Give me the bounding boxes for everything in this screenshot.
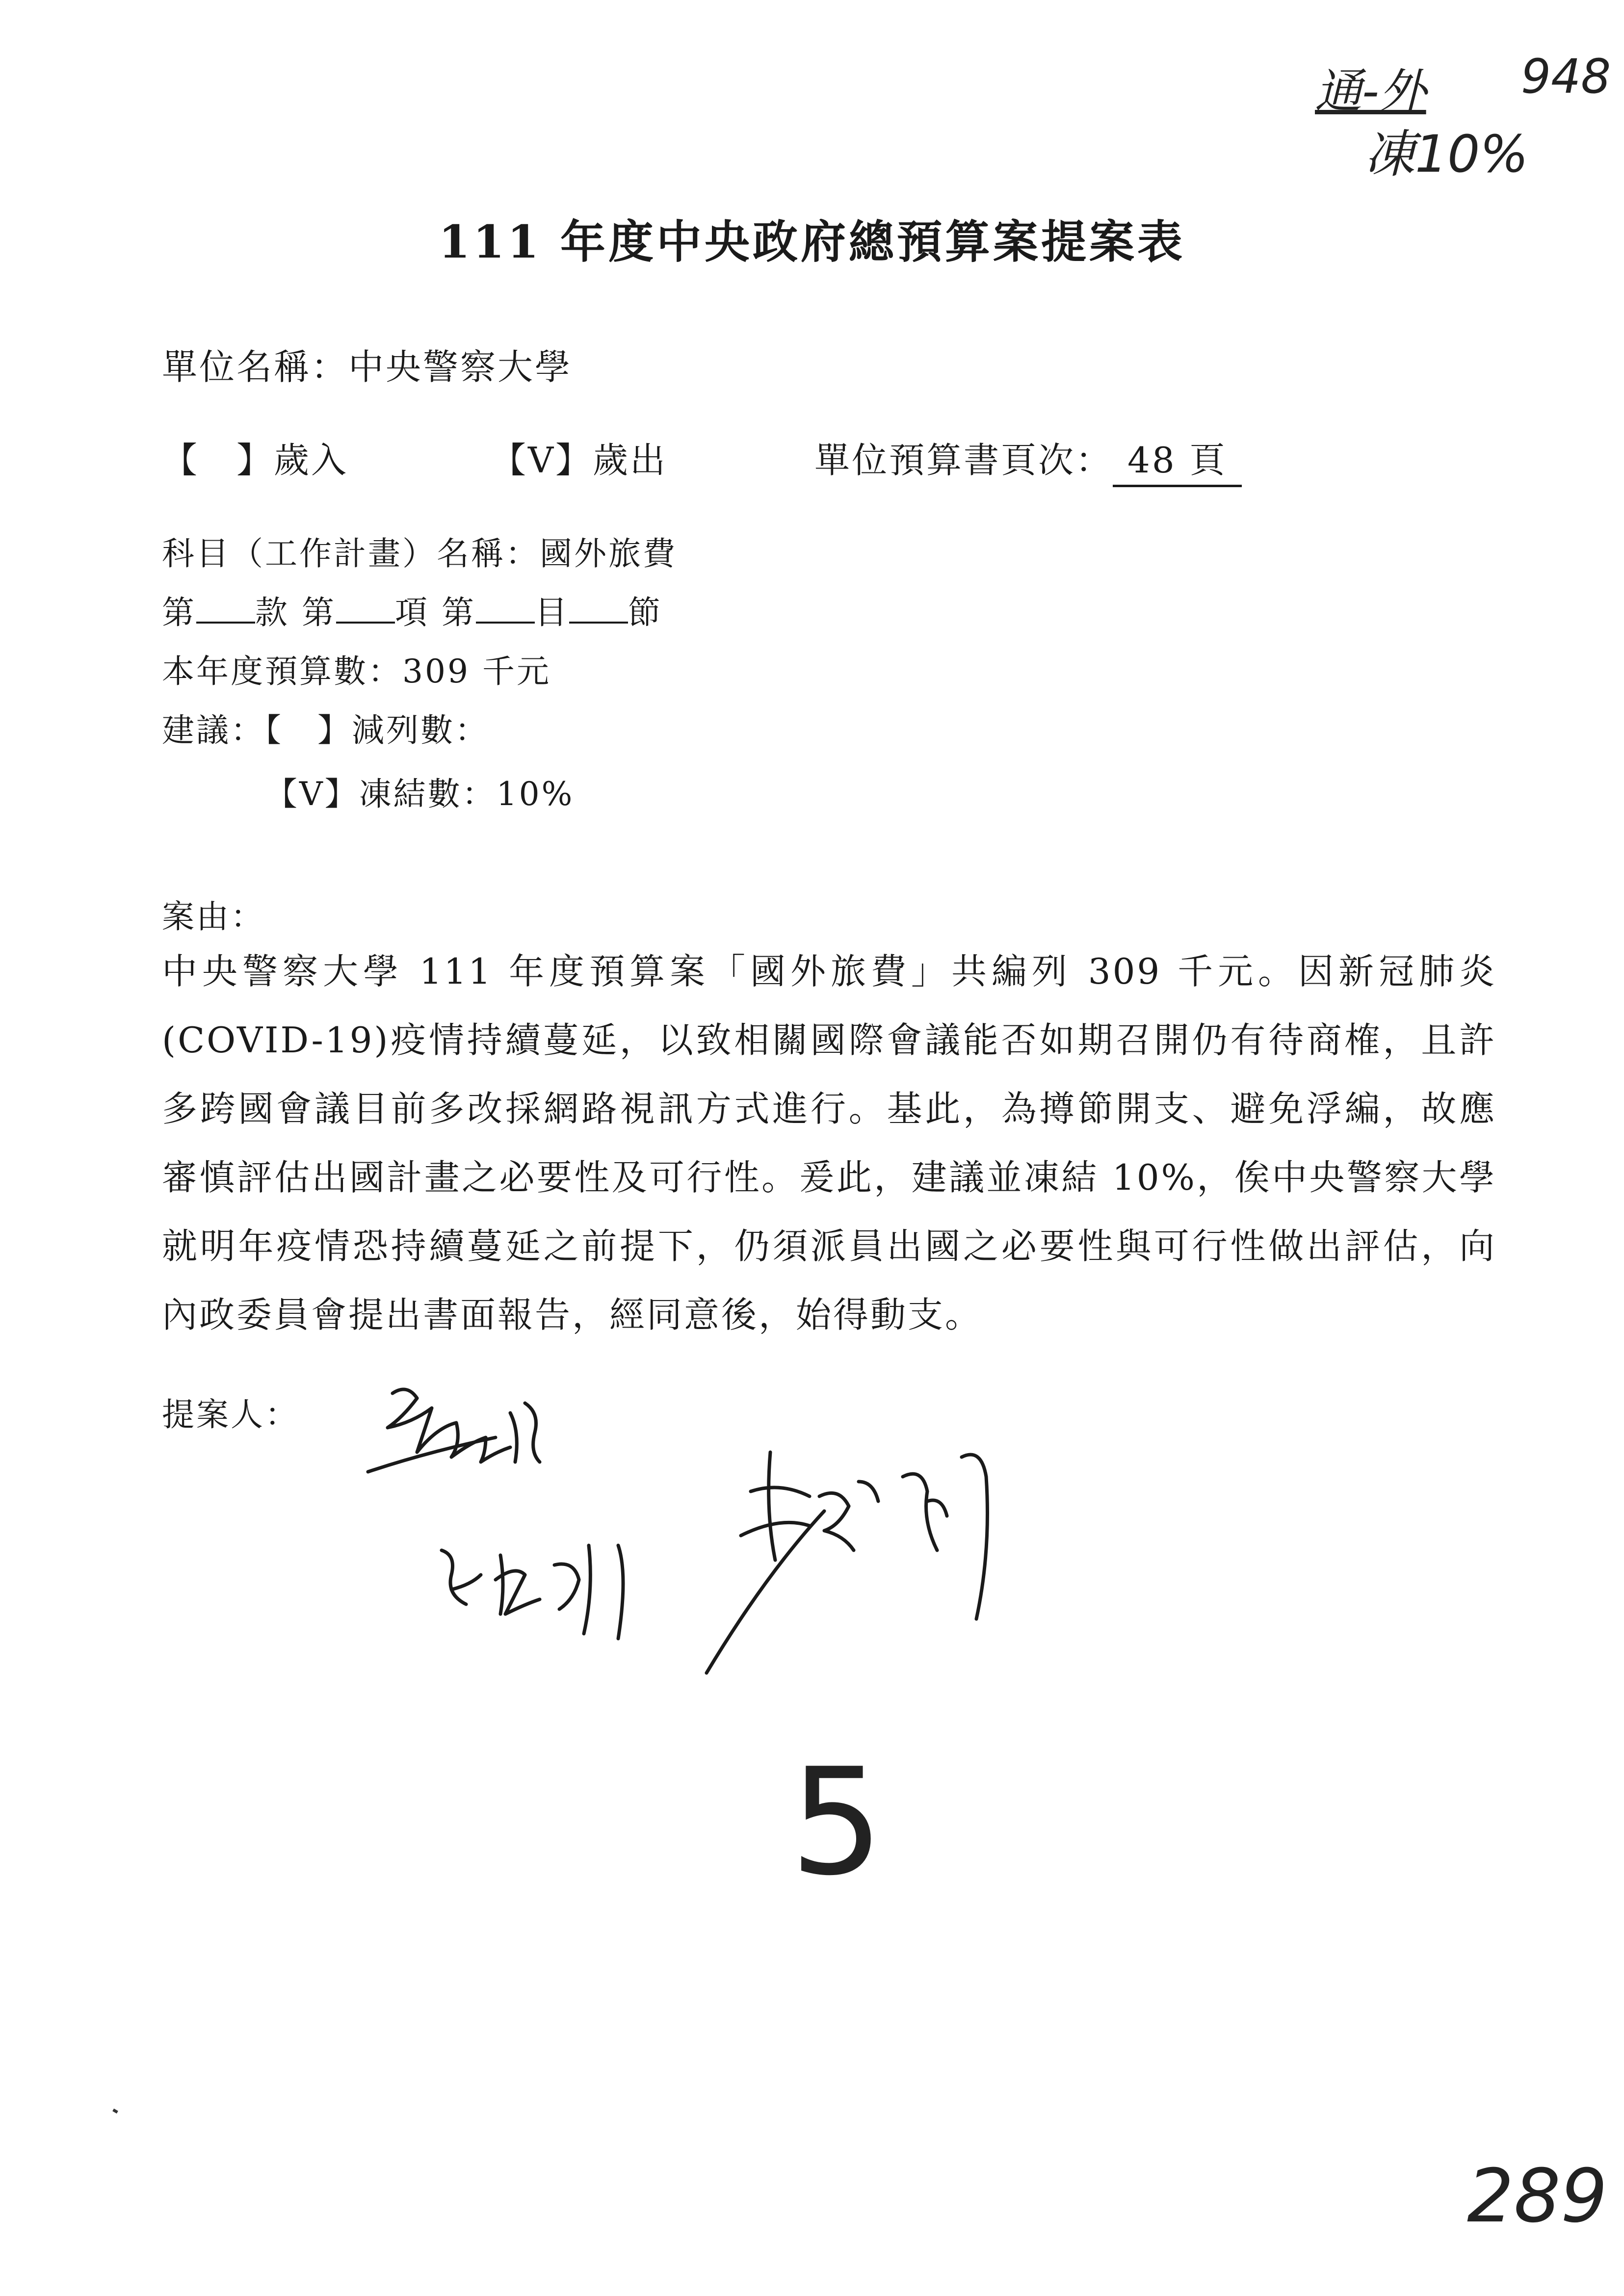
blank-line xyxy=(196,595,255,624)
revenue-option: 【 】歲入 xyxy=(162,440,349,481)
section-part-2: 款 第 xyxy=(255,594,336,631)
budget-page-reference xyxy=(814,432,1242,487)
suggestion-line xyxy=(162,704,489,751)
handwritten-reference-number: 948 xyxy=(1521,49,1611,104)
blank-line xyxy=(336,595,395,624)
expenditure-option: 【V】歲出 xyxy=(491,440,667,481)
signature-1 xyxy=(363,1374,618,1501)
suggestion-label: 建議： xyxy=(162,711,265,749)
section-part-5: 節 xyxy=(628,594,662,631)
section-line xyxy=(162,586,662,633)
subject-name: 科目（工作計畫）名稱：國外旅費 xyxy=(162,535,677,573)
freeze-option: 【V】凍結數：10% xyxy=(265,775,575,813)
section-part-1: 第 xyxy=(162,594,196,631)
unit-name: 單位名稱：中央警察大學 xyxy=(162,346,573,388)
blank-line xyxy=(476,595,535,624)
section-part-4: 目 xyxy=(534,594,569,631)
signature-2 xyxy=(432,1536,657,1648)
form-title: 111 年度中央政府總預算案提案表 xyxy=(438,215,1186,268)
page-ref-value: 48 頁 xyxy=(1113,432,1242,487)
section-part-3: 項 第 xyxy=(394,594,476,631)
page-ref-label: 單位預算書頁次： xyxy=(814,440,1113,481)
handwritten-bottom-number: 289 xyxy=(1467,2154,1608,2239)
handwritten-page-number: 5 xyxy=(790,1737,884,1908)
proposer-label: 提案人： xyxy=(162,1396,299,1434)
reason-text: 中央警察大學 111 年度預算案「國外旅費」共編列 309 千元。因新冠肺炎(COVID-19)疫情持續蔓延，以致相關國際會議能否如期召開仍有待商榷，且許多跨國會議目前多改採網路視訊方式進行。基此，為撙節開支、避免浮編，故應審慎評估出國計畫之必要性及可行性。爰此，建議並凍結 10%，俟中央警察大學就明年疫情恐持續蔓延之前提下，仍須派員出國之必要性與可行性做出評估，向內政委員會提出書面報告，經同意後，始得動支。 xyxy=(162,951,1496,1335)
signature-3 xyxy=(697,1437,1011,1693)
handwritten-category-note: 通-外 xyxy=(1315,64,1426,119)
handwritten-freeze-note: 凍10% xyxy=(1364,124,1529,184)
scan-speck xyxy=(112,2109,118,2113)
reduce-option: 【 】減列數： xyxy=(265,711,489,749)
budget-amount: 本年度預算數：309 千元 xyxy=(162,652,551,690)
blank-line xyxy=(569,595,628,624)
reason-label: 案由： xyxy=(162,898,265,936)
